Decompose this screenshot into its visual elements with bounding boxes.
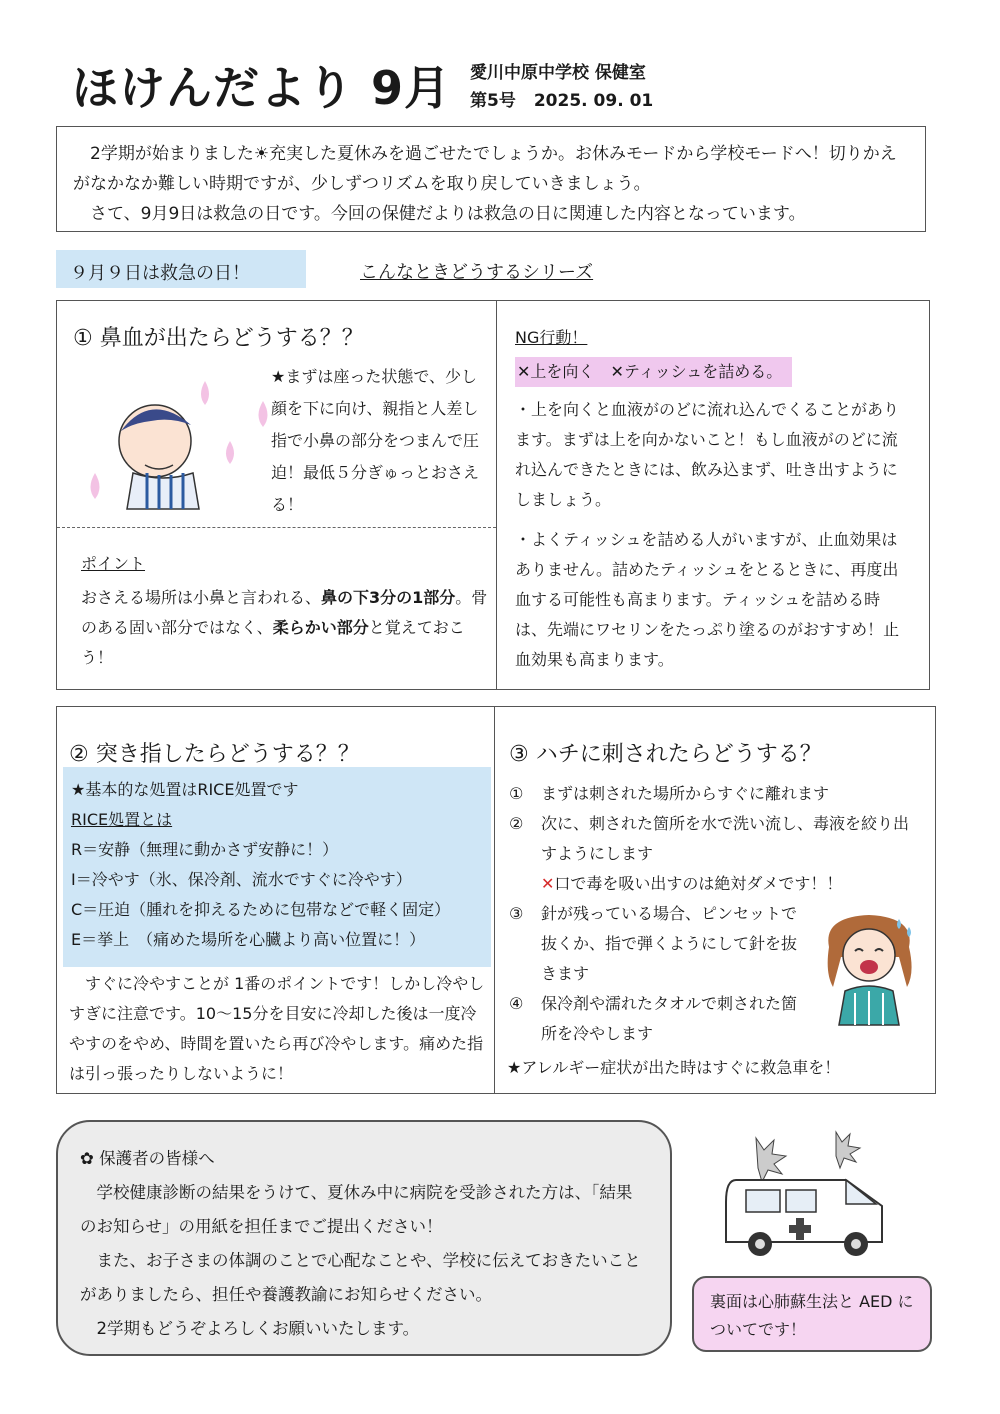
nosebleed-section — [56, 300, 930, 690]
issue-date: 2025. 09. 01 — [533, 91, 654, 111]
point-text-part-2: 。骨のある固い部分ではなく、 — [81, 588, 488, 637]
issue-number: 第5号 — [470, 91, 516, 111]
list-item: ① まずは刺された場所からすぐに離れます — [509, 784, 830, 803]
back-page-note: 裏面は心肺蘇生法と AED についてです！ — [692, 1276, 932, 1352]
guardians-paragraph-1: 学校健康診断の結果をうけて、夏休み中に病院を受診された方は、「結果のお知らせ」の用紙を担任までご提出ください！ — [80, 1183, 633, 1236]
guardians-notice — [56, 1120, 672, 1356]
cross-icon: ✕ — [610, 362, 624, 381]
intro-paragraph-2: さて、9月9日は救急の日です。今回の保健だよりは救急の日に関連した内容となっています。 — [90, 204, 806, 224]
point-text-part-3: と覚えておこう！ — [81, 618, 465, 667]
rice-rest: R＝安静（無理に動かさず安静に！） — [71, 840, 339, 859]
intro-paragraph-1: 2学期が始まりました☀充実した夏休みを過ごせたでしょうか。お休みモードから学校モードへ！切りかえがなかなか難しい時期ですが、少しずつリズムを取り戻していきましょう。 — [73, 144, 897, 194]
point-text-emphasis-1: 鼻の下3分の1部分 — [321, 588, 456, 607]
nosebleed-instructions: ★まずは座った状態で、少し顔を下に向け、親指と人差し指で小鼻の部分をつまんで圧迫！最低５分ぎゅっとおさえる！ — [271, 367, 480, 514]
nosebleed-title: ① 鼻血が出たらどうする？？ — [73, 326, 364, 351]
intro-box — [56, 126, 926, 232]
point-text-part-1: おさえる場所は小鼻と言われる、 — [81, 588, 322, 607]
point-text — [81, 583, 491, 673]
injury-section — [56, 706, 936, 1094]
cross-icon: ✕ — [517, 362, 531, 381]
list-item: ② 次に、刺された箇所を水で洗い流し、毒液を絞り出すようにします — [509, 814, 910, 863]
rice-elevation: E＝挙上 （痛めた場所を心臓より高い位置に！） — [71, 930, 426, 949]
guardians-paragraph-2: また、お子さまの体調のことで心配なことや、学校に伝えておきたいことがありましたら、担任や養護教諭にお知らせください。 — [80, 1251, 641, 1304]
ng-item-2: ティッシュを詰める。 — [623, 362, 783, 381]
ng-item-1: 上を向く — [530, 362, 595, 381]
first-aid-day-label: ９月９日は救急の日！ — [56, 250, 306, 288]
bee-panel — [495, 707, 935, 1093]
rice-intro: ★基本的な処置はRICE処置です — [71, 780, 299, 799]
cross-icon: ✕ — [541, 874, 555, 893]
guardians-paragraph-3: 2学期もどうぞよろしくお願いいたします。 — [96, 1319, 420, 1338]
ng-summary — [515, 357, 792, 387]
rice-compression: C＝圧迫（腫れを抑えるために包帯などで軽く固定） — [71, 900, 451, 919]
series-title: こんなときどうするシリーズ — [360, 262, 594, 283]
allergy-warning: ★アレルギー症状が出た時はすぐに救急車を！ — [507, 1058, 841, 1077]
finger-note: すぐに冷やすことが 1番のポイントです！しかし冷やしすぎに注意です。10～15分を目安に冷却した後は一度冷やすのをやめ、時間を置いたら再び冷やします。痛めた指は引っ張ったりしないように！ — [69, 974, 485, 1083]
issue-line — [470, 86, 671, 111]
finger-panel — [57, 707, 495, 1093]
ambulance-illustration — [716, 1130, 906, 1260]
warning-line: ✕口で毒を吸い出すのは絶対ダメです！！ — [541, 874, 843, 893]
point-text-emphasis-2: 柔らかい部分 — [272, 618, 369, 637]
crying-girl-illustration — [815, 907, 925, 1027]
newsletter-title: ほけんだより 9月 — [72, 61, 452, 115]
ng-explanation-2: ・よくティッシュを詰める人がいますが、止血効果はありません。詰めたティッシュをとるときに、再度出血する可能性も高まります。ティッシュを詰める時は、先端にワセリンをたっぷり塗るのがおすすめ！止血効果も高まります。 — [515, 530, 900, 669]
ng-label: NG行動！ — [515, 328, 588, 347]
list-item: ④ 保冷剤や濡れたタオルで刺された箇所を冷やします — [509, 994, 798, 1043]
nosebleed-left-panel — [57, 301, 497, 689]
list-item: ③ 針が残っている場合、ピンセットで抜くか、指で弾くようにして針を抜きます — [509, 904, 798, 983]
ng-explanation-1: ・上を向くと血液がのどに流れ込んでくることがあります。まずは上を向かないこと！もし血液がのどに流れ込んできたときには、飲み込まず、吐き出すようにしましょう。 — [515, 400, 900, 509]
ng-actions-panel — [497, 301, 929, 689]
guardians-title: ✿ 保護者の皆様へ — [80, 1149, 215, 1168]
dashed-divider — [57, 527, 496, 528]
rice-heading: RICE処置とは — [71, 810, 173, 829]
school-name: 愛川中原中学校 保健室 — [470, 63, 646, 83]
rice-box — [63, 767, 491, 967]
point-label: ポイント — [81, 554, 146, 573]
bee-title: ③ ハチに刺されたらどうする？ — [509, 742, 822, 767]
finger-title: ② 突き指したらどうする？？ — [69, 742, 360, 767]
rice-ice: I＝冷やす（氷、保冷剤、流水ですぐに冷やす） — [71, 870, 412, 889]
